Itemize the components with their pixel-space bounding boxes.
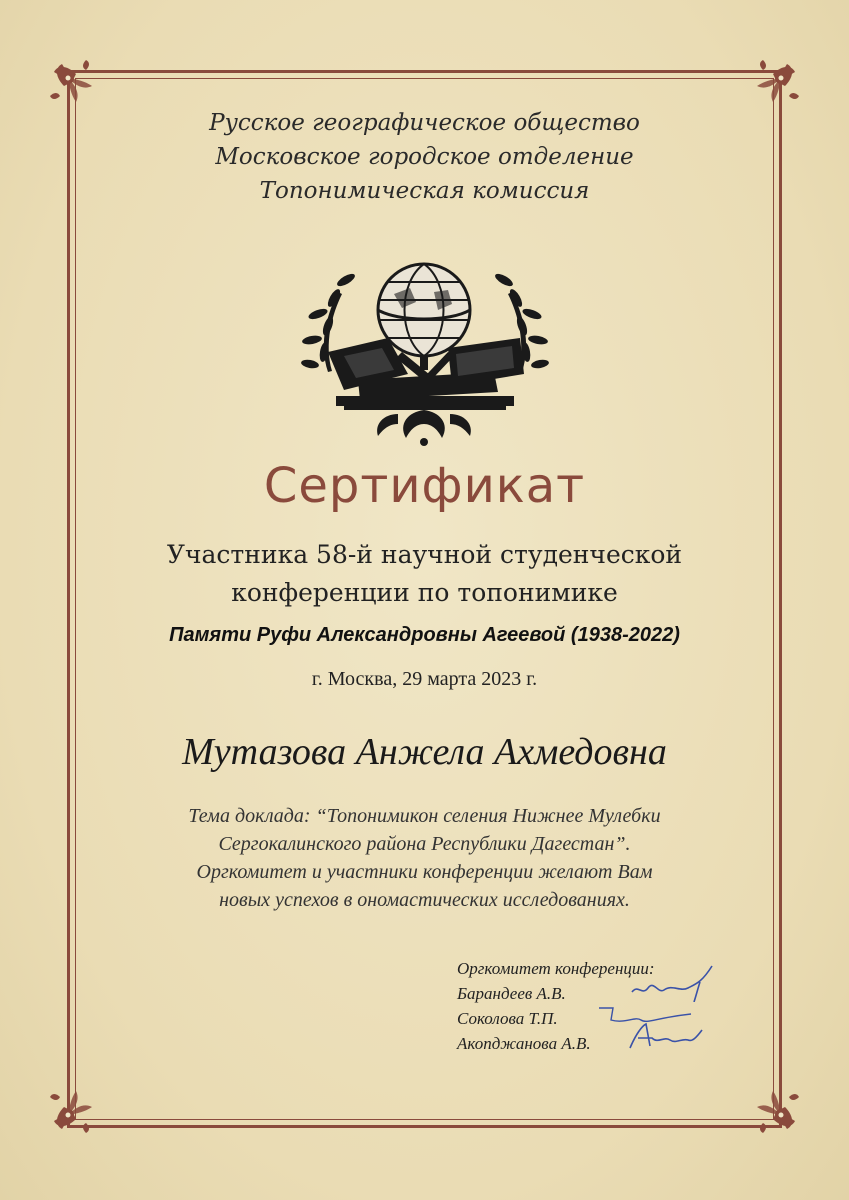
place-date: г. Москва, 29 марта 2023 г. — [311, 668, 538, 690]
corner-ornament-icon — [46, 56, 108, 118]
memory-dedication: Памяти Руфи Александровны Агеевой (1938-2022) — [169, 624, 680, 646]
signatory-name: Барандеев А.В. — [457, 984, 566, 1003]
signatory-name: Акопджанова А.В. — [457, 1034, 591, 1053]
signature-heading: Оргкомитет конференции: — [457, 959, 655, 978]
body-line-3: Оргкомитет и участники конференции желают Вам — [196, 861, 653, 883]
signature-icon — [626, 1020, 706, 1054]
signature-icon — [628, 962, 728, 1002]
body-line-2: Сергокалинского района Республики Дагестан”. — [218, 833, 631, 855]
subtitle-line-2: конференции по топонимике — [231, 578, 618, 607]
signatory-name: Соколова Т.П. — [457, 1009, 558, 1028]
certificate-title: Сертификат — [263, 458, 586, 514]
corner-ornament-icon — [741, 56, 803, 118]
organization-line-1: Русское географическое общество — [209, 110, 640, 136]
body-line-4: новых успехов в ономастических исследованиях. — [219, 889, 630, 911]
globe-emblem-icon — [298, 252, 552, 447]
corner-ornament-icon — [46, 1075, 108, 1137]
corner-ornament-icon — [741, 1075, 803, 1137]
recipient-name: Мутазова Анжела Ахмедовна — [182, 731, 667, 773]
subtitle-line-1: Участника 58-й научной студенческой — [166, 540, 683, 569]
report-topic-text — [0, 802, 849, 914]
organization-line-3: Топонимическая комиссия — [259, 178, 590, 204]
organization-line-2: Московское городское отделение — [215, 144, 634, 170]
body-line-1: Тема доклада: “Топонимикон селения Нижнее Мулебки — [188, 805, 661, 827]
